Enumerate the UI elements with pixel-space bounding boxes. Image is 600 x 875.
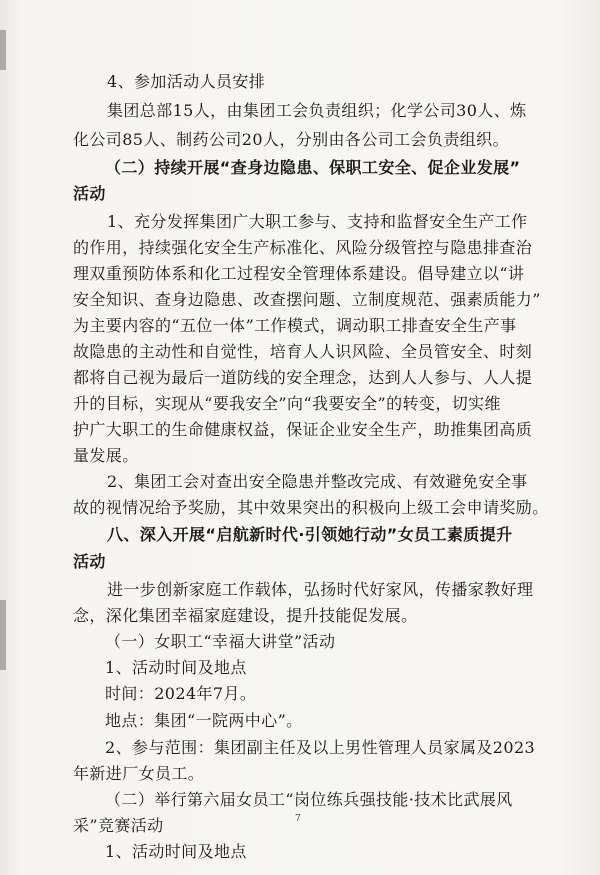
text-line: 4、参加活动人员安排 — [107, 72, 266, 91]
text-line: 年新进厂女员工。 — [73, 764, 205, 783]
text-line: 1、活动时间及地点 — [105, 842, 247, 861]
section-heading: 活动 — [73, 552, 106, 571]
text-line: 时间：2024年7月。 — [105, 684, 257, 703]
text-line: 2、参与范围：集团副主任及以上男性管理人员家属及2023 — [105, 738, 536, 757]
text-line: 都将自己视为最后一道防线的安全理念，达到人人参与、人人提 — [73, 368, 533, 387]
scan-edge-mark — [0, 30, 6, 70]
text-line: 故隐患的主动性和自觉性，培育人人识风险、全员管安全、时刻 — [73, 342, 533, 361]
text-line: 升的目标，实现从“要我安全”向“我要安全”的转变，切实维 — [73, 394, 501, 413]
text-line: 量发展。 — [73, 446, 139, 465]
text-line: 1、活动时间及地点 — [105, 658, 247, 677]
subsection-heading: （一）女职工“幸福大讲堂”活动 — [105, 632, 336, 651]
text-line: 集团总部15人，由集团工会负责组织；化学公司30人、炼 — [107, 101, 527, 120]
text-line: 进一步创新家庭工作载体，弘扬时代好家风，传播家教好理 — [107, 580, 534, 599]
section-heading: 八、深入开展“启航新时代·引领她行动”女员工素质提升 — [107, 525, 513, 544]
text-line: 地点：集团“一院两中心”。 — [105, 711, 303, 730]
text-line: 理双重预防体系和化工过程安全管理体系建设。倡导建立以“讲 — [73, 264, 525, 283]
text-line: 念，深化集团幸福家庭建设，提升技能促发展。 — [73, 606, 418, 625]
text-line: 化公司85人、制药公司20人，分别由各公司工会负责组织。 — [73, 130, 509, 149]
text-line: 的作用，持续强化安全生产标准化、风险分级管控与隐患排查治 — [73, 238, 533, 257]
subsection-heading: 采”竞赛活动 — [73, 816, 164, 835]
text-line: 为主要内容的“五位一体”工作模式，调动职工排查安全生产事 — [73, 316, 517, 335]
subsection-heading: （二）举行第六届女员工“岗位练兵强技能·技术比武展风 — [105, 790, 513, 809]
text-line: 安全知识、查身边隐患、改查摆问题、立制度规范、强素质能力” — [73, 290, 541, 309]
page-number: 7 — [295, 814, 301, 824]
text-line: 1、充分发挥集团广大职工参与、支持和监督安全生产工作 — [107, 212, 528, 231]
section-heading: （二）持续开展“查身边隐患、保职工安全、促企业发展” — [105, 158, 521, 177]
text-line: 2、集团工会对查出安全隐患并整改完成、有效避免安全事 — [107, 472, 528, 491]
text-line: 故的视情况给予奖励，其中效果突出的积极向上级工会申请奖励。 — [73, 498, 549, 517]
scan-edge-mark — [0, 600, 6, 670]
text-line: 护广大职工的生命健康权益，保证企业安全生产，助推集团高质 — [73, 420, 533, 439]
section-heading: 活动 — [73, 184, 106, 203]
